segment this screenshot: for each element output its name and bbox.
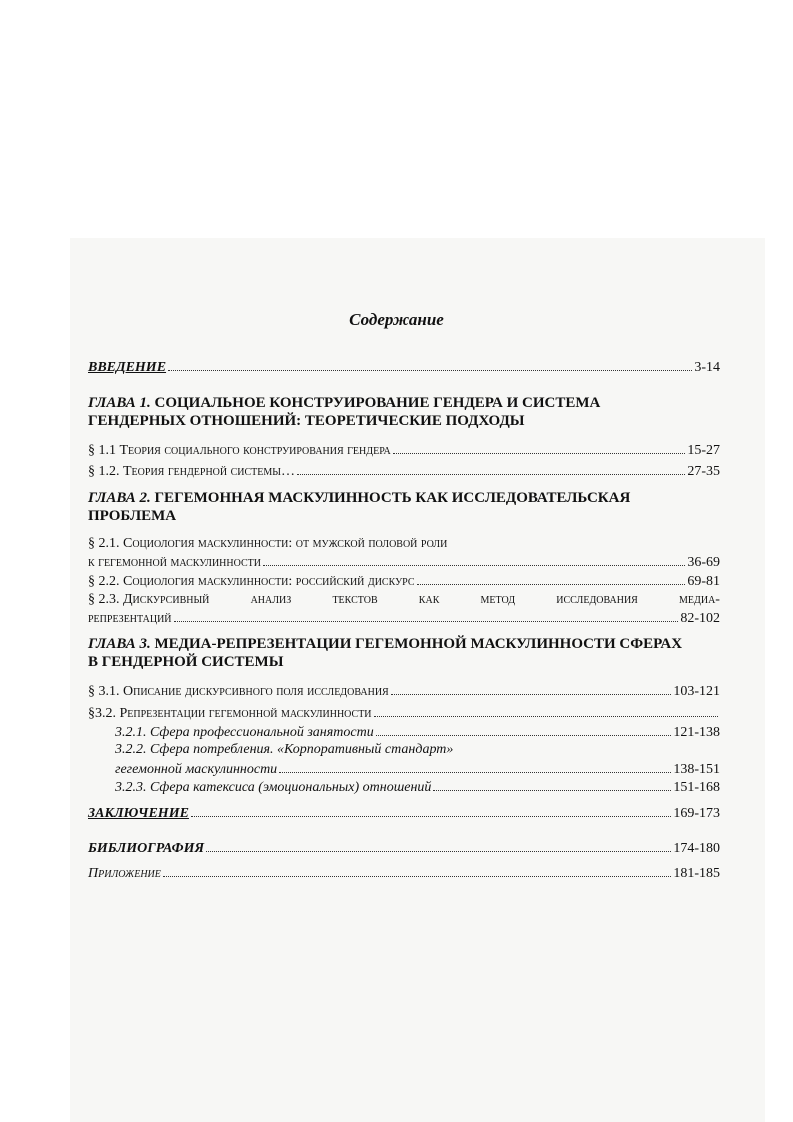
chapter-number: ГЛАВА 1. [88, 395, 151, 411]
toc-entry-2-1[interactable] [88, 554, 720, 571]
chapter-number: ГЛАВА 3. [88, 636, 151, 652]
toc-entry-label: БИБЛИОГРАФИЯ [88, 841, 205, 856]
leader-dots [174, 610, 679, 622]
word: метод [480, 592, 516, 607]
leader-dots [163, 865, 671, 877]
chapter-title-line2: ГЕНДЕРНЫХ ОТНОШЕНИЙ: ТЕОРЕТИЧЕСКИЕ ПОДХОДЫ [88, 413, 525, 429]
toc-entry-pages: 138-151 [673, 762, 720, 777]
toc-entry-pages: 27-35 [687, 464, 720, 479]
toc-entry-pages: 69-81 [687, 574, 720, 589]
toc-entry-pages: 3-14 [694, 360, 720, 375]
chapter-1-heading [88, 394, 728, 430]
toc-entry-label: к гегемонной маскулинности [88, 555, 261, 570]
toc-entry-label: § 1.2. Теория гендерной системы… [88, 464, 295, 479]
toc-entry-2-1-line1: § 2.1. Социология маскулинности: от мужской половой роли [88, 536, 448, 551]
toc-entry-label: ВВЕДЕНИЕ [88, 360, 167, 375]
leader-dots [393, 442, 686, 454]
toc-entry-label: ЗАКЛЮЧЕНИЕ [88, 806, 189, 821]
toc-entry-intro[interactable] [88, 359, 720, 376]
toc-entry-label: § 1.1 Теория социального конструирования гендера [88, 443, 391, 458]
toc-entry-3-2-1[interactable] [115, 724, 720, 741]
toc-entry-2-3[interactable] [88, 610, 720, 627]
toc-entry-pages: 181-185 [673, 866, 720, 881]
word: § 2.3. Дискурсивный [88, 592, 210, 607]
chapter-title-line1: СОЦИАЛЬНОЕ КОНСТРУИРОВАНИЕ ГЕНДЕРА И СИСТЕМА [154, 395, 601, 411]
word: медиа- [679, 592, 720, 607]
toc-entry-label: Приложение [88, 866, 161, 881]
leader-dots [417, 573, 686, 585]
toc-entry-3-2-2[interactable] [115, 761, 720, 778]
leader-dots [191, 805, 671, 817]
toc-entry-label: репрезентаций [88, 611, 172, 626]
toc-entry-label: § 2.2. Социология маскулинности: российский дискурс [88, 574, 415, 589]
toc-entry-pages: 36-69 [687, 555, 720, 570]
leader-dots [391, 683, 672, 695]
chapter-2-heading [88, 489, 728, 525]
toc-entry-pages: 121-138 [673, 725, 720, 740]
leader-dots [206, 840, 671, 852]
toc-entry-label: § 3.1. Описание дискурсивного поля исследования [88, 684, 389, 699]
chapter-title-line1: МЕДИА-РЕПРЕЗЕНТАЦИИ ГЕГЕМОННОЙ МАСКУЛИННОСТИ СФЕРАХ [154, 636, 683, 652]
leader-dots [279, 761, 671, 773]
toc-entry-label: 3.2.1. Сфера профессиональной занятости [115, 725, 374, 740]
toc-entry-conclusion[interactable] [88, 805, 720, 822]
word: анализ [250, 592, 292, 607]
leader-dots [433, 779, 671, 791]
toc-entry-3-1[interactable] [88, 683, 720, 700]
chapter-title-line2: В ГЕНДЕРНОЙ СИСТЕМЫ [88, 654, 284, 670]
toc-entry-pages: 151-168 [673, 780, 720, 795]
chapter-3-heading [88, 635, 728, 671]
word: текстов [332, 592, 378, 607]
word: исследования [556, 592, 638, 607]
toc-entry-pages: 103-121 [673, 684, 720, 699]
toc-entry-label: гегемонной маскулинности [115, 762, 278, 777]
toc-entry-1-1[interactable] [88, 442, 720, 459]
toc-entry-3-2[interactable] [88, 705, 720, 722]
leader-dots [297, 463, 685, 475]
leader-dots [374, 705, 718, 717]
chapter-title-line1: ГЕГЕМОННАЯ МАСКУЛИННОСТЬ КАК ИССЛЕДОВАТЕЛЬСКАЯ [154, 490, 631, 506]
toc-entry-label: §3.2. Репрезентации гегемонной маскулинности [88, 706, 372, 721]
chapter-title-line2: ПРОБЛЕМА [88, 508, 177, 524]
toc-entry-3-2-3[interactable] [115, 779, 720, 796]
toc-entry-pages: 174-180 [673, 841, 720, 856]
toc-entry-pages: 82-102 [680, 611, 720, 626]
toc-entry-3-2-2-line1: 3.2.2. Сфера потребления. «Корпоративный стандарт» [115, 742, 454, 757]
toc-entry-pages: 169-173 [673, 806, 720, 821]
toc-entry-2-2[interactable] [88, 573, 720, 590]
leader-dots [376, 724, 672, 736]
chapter-number: ГЛАВА 2. [88, 490, 151, 506]
toc-entry-label: 3.2.3. Сфера катексиса (эмоциональных) отношений [115, 780, 432, 795]
toc-entry-2-3-line1 [88, 592, 720, 608]
toc-entry-1-2[interactable] [88, 463, 720, 480]
leader-dots [168, 359, 692, 371]
toc-entry-bibliography[interactable] [88, 840, 720, 857]
leader-dots [263, 554, 685, 566]
word: как [418, 592, 440, 607]
toc-entry-pages: 15-27 [687, 443, 720, 458]
toc-entry-appendix[interactable] [88, 865, 720, 882]
page-title: Содержание [349, 310, 444, 329]
